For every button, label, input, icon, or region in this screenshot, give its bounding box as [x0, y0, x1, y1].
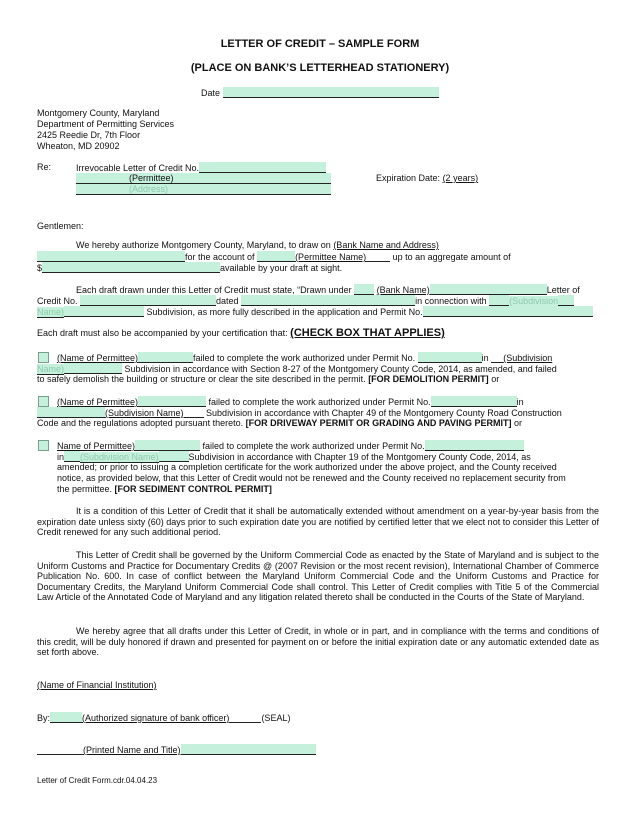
permittee-line	[366, 251, 390, 262]
dated-text: dated	[216, 296, 239, 306]
draft-subdivision-field[interactable]	[558, 295, 574, 306]
permittee-name-label: (Permittee Name)	[295, 252, 367, 262]
sediment-checkbox[interactable]	[38, 440, 49, 451]
letter-of-text: Letter of	[546, 285, 580, 295]
printed-name-field[interactable]	[181, 744, 316, 755]
driveway-in-text: in	[516, 397, 524, 407]
salutation: Gentlemen:	[37, 221, 84, 231]
account-of-text: for the account of	[185, 252, 255, 262]
demolition-subdivision-b: Name)	[37, 364, 65, 374]
authorize-text: We hereby authorize Montgomery County, Maryland, to draw on	[76, 240, 331, 250]
sediment-tag: [FOR SEDIMENT CONTROL PERMIT]	[114, 484, 272, 494]
demolition-permit-field[interactable]	[418, 352, 482, 363]
draft-line-3	[37, 306, 593, 318]
signature-row	[37, 712, 290, 724]
driveway-line-1	[57, 396, 524, 408]
addressee-line-1: Montgomery County, Maryland	[37, 108, 160, 118]
draft-name-field[interactable]	[64, 306, 144, 317]
form-subtitle: (PLACE ON BANK’S LETTERHEAD STATIONERY)	[190, 62, 450, 74]
permit-number-field[interactable]	[423, 306, 593, 317]
driveway-tag: [FOR DRIVEWAY PERMIT OR GRADING AND PAVING PERMIT]	[245, 418, 512, 428]
sediment-subdivision: (Subdivision Name)	[80, 452, 159, 462]
addressee-line-2: Department of Permitting Services	[37, 119, 175, 129]
sediment-permittee: Name of Permittee)	[57, 441, 136, 451]
driveway-failed-text: failed to complete the work authorized under Permit No.	[208, 397, 431, 407]
draft-line-2	[37, 295, 574, 307]
authorize-line-3	[37, 262, 342, 274]
governing-law-paragraph: This Letter of Credit shall be governed by the Uniform Commercial Code as enacted by the State of Maryland and is subject to the Uniform Customs and Practice for Documentary Credits @ (2007 Revision or the most recent revision), International Chamber of Commerce Publication No. 600. In case of conflict between the Maryland Uniform Commercial Code and the Uniform Customs and Practice for Documentary Credits, the Maryland Uniform Commercial Code shall control. This Letter of Credit complies with Title 5 of the Commercial Law Article of the Annotated Code of Maryland and any litigation related thereto shall be conducted in the Courts of the State of Maryland.	[37, 550, 599, 602]
sediment-permittee-field[interactable]	[135, 440, 200, 451]
sediment-line-5	[57, 484, 272, 495]
demolition-in-text: in	[481, 353, 489, 363]
address-placeholder: (Address)	[129, 184, 169, 194]
sediment-line-1	[57, 440, 524, 452]
printed-name-label: (Printed Name and Title)	[83, 745, 181, 755]
signature-line	[229, 712, 261, 723]
driveway-subdivision-field[interactable]	[37, 407, 105, 418]
permittee-field[interactable]	[76, 173, 331, 184]
connection-text: in connection with	[415, 296, 487, 306]
addressee-line-3: 2425 Reedie Dr, 7th Floor	[37, 130, 141, 140]
authorize-line-1	[76, 240, 439, 251]
credit-number-field[interactable]	[80, 295, 216, 306]
demolition-in-line	[491, 352, 503, 363]
date-label: Date	[201, 88, 221, 98]
aggregate-text: up to an aggregate amount of	[392, 252, 511, 262]
driveway-text-2: Code and the regulations adopted pursuant thereto.	[37, 418, 244, 428]
by-label: By:	[37, 713, 51, 723]
date-field[interactable]	[223, 87, 439, 98]
driveway-or: or	[514, 418, 523, 428]
amount-field[interactable]	[42, 262, 220, 273]
driveway-permittee: (Name of Permittee)	[57, 397, 139, 407]
draft-line-1	[76, 284, 580, 296]
seal-label: (SEAL)	[261, 713, 291, 723]
form-title: LETTER OF CREDIT – SAMPLE FORM	[220, 38, 420, 50]
bank-name-address: (Bank Name and Address)	[333, 240, 439, 250]
check-box-instruction: (CHECK BOX THAT APPLIES)	[290, 327, 445, 339]
demolition-text-1: Subdivision in accordance with Section 8-27 of the Montgomery County Code, 2014, as amended, and failed	[124, 364, 557, 374]
authorized-signature-label: (Authorized signature of bank officer)	[82, 713, 230, 723]
demolition-permittee: (Name of Permittee)	[57, 353, 139, 363]
printed-name-line	[37, 744, 83, 755]
demolition-line-2	[37, 363, 557, 375]
demolition-text-2: to safely demolish the building or structure or clear the site described in the permit.	[37, 374, 366, 384]
driveway-checkbox[interactable]	[38, 396, 49, 407]
honor-paragraph: We hereby agree that all drafts under this Letter of Credit, in whole or in part, and in compliance with the terms and conditions of this credit, will be duly honored if drawn and presented for payment on or before the initial expiration date or any automatic extended date as set forth above.	[37, 626, 599, 657]
signature-field[interactable]	[50, 712, 82, 723]
demolition-line-3	[37, 374, 499, 385]
sediment-text-4: the permittee.	[57, 484, 113, 494]
demolition-subdivision-field[interactable]	[64, 363, 122, 374]
renewal-paragraph: It is a condition of this Letter of Credit that it shall be automatically extended without amendment on a year-by-year basis from the expiration date unless sixty (60) days prior to such expiration date you are notified by certified letter that we elect not to consider this Letter of Credit renewed for any such additional period.	[37, 506, 599, 537]
sediment-in-field[interactable]	[64, 451, 80, 462]
financial-institution-label: (Name of Financial Institution)	[37, 680, 157, 690]
address-field[interactable]	[76, 184, 331, 195]
re-address-row	[76, 184, 331, 196]
demolition-line-1	[57, 352, 552, 364]
driveway-permit-field[interactable]	[431, 396, 517, 407]
bank-name-field[interactable]	[430, 284, 547, 295]
expiration-label: Expiration Date:	[376, 173, 441, 183]
re-letter-row	[76, 162, 326, 174]
dated-field[interactable]	[241, 295, 415, 306]
addressee-line-4: Wheaton, MD 20902	[37, 141, 120, 151]
demolition-permittee-field[interactable]	[138, 352, 193, 363]
sediment-in-text: in	[57, 452, 65, 462]
permittee-placeholder: (Permittee)	[129, 173, 174, 183]
draft-bank-name: (Bank Name)	[376, 285, 430, 295]
account-field[interactable]	[257, 251, 295, 262]
date-row	[201, 87, 439, 99]
re-letter-label: Irrevocable Letter of Credit No.	[76, 163, 200, 173]
sediment-line-4: notice, as provided below, that this Letter of Credit would not be renewed and the County received no replacement security from	[57, 473, 566, 483]
dollar-sign: $	[37, 263, 43, 273]
re-label: Re:	[37, 162, 52, 172]
demolition-tag: [FOR DEMOLITION PERMIT]	[368, 374, 489, 384]
demolition-failed-text: failed to complete the work authorized under Permit No.	[193, 353, 416, 363]
certification-text: Each draft must also be accompanied by your certification that:	[37, 328, 288, 338]
sediment-subdivision-field[interactable]	[159, 451, 189, 462]
connection-field[interactable]	[489, 295, 509, 306]
draft-subdivision-placeholder: (Subdivision	[509, 296, 559, 306]
draft-text: Each draft drawn under this Letter of Credit must state, “Drawn under	[76, 285, 352, 295]
demolition-subdivision-a: (Subdivision	[503, 353, 553, 363]
driveway-text-1: Subdivision in accordance with Chapter 49 of the Montgomery County Road Construction	[206, 408, 562, 418]
available-text: available by your draft at sight.	[220, 263, 343, 273]
drawn-under-field[interactable]	[354, 284, 374, 295]
sediment-line-2	[57, 451, 531, 463]
demolition-or: or	[491, 374, 500, 384]
expiration-value: (2 years)	[442, 173, 479, 183]
printed-name-row	[37, 744, 316, 756]
draft-subdivision-text: Subdivision, as more fully described in the application and Permit No.	[146, 307, 423, 317]
letter-number-field[interactable]	[199, 162, 326, 173]
driveway-subdivision-line	[184, 407, 204, 418]
driveway-permittee-field[interactable]	[138, 396, 206, 407]
driveway-line-2	[37, 407, 562, 419]
driveway-line-3	[37, 418, 522, 429]
footer-text: Letter of Credit Form.cdr.04.04.23	[37, 776, 158, 785]
demolition-checkbox[interactable]	[38, 352, 49, 363]
driveway-subdivision: (Subdivision Name)	[105, 408, 184, 418]
re-permittee-row	[76, 173, 331, 185]
authorize-line-2	[37, 251, 511, 263]
sediment-text-1: Subdivision in accordance with Chapter 19 of the Montgomery County Code, 2014, as	[188, 452, 531, 462]
authorize-field-a[interactable]	[37, 251, 185, 262]
sediment-failed-text: failed to complete the work authorized under Permit No.	[202, 441, 425, 451]
certification-row	[37, 328, 445, 339]
sediment-permit-field[interactable]	[425, 440, 524, 451]
draft-name-close: Name)	[37, 307, 65, 317]
credit-no-text: Credit No.	[37, 296, 78, 306]
sediment-line-3: amended; or prior to issuing a completion certificate for the work authorized under the above project, and the County received	[57, 462, 557, 472]
expiration-row	[376, 173, 478, 184]
